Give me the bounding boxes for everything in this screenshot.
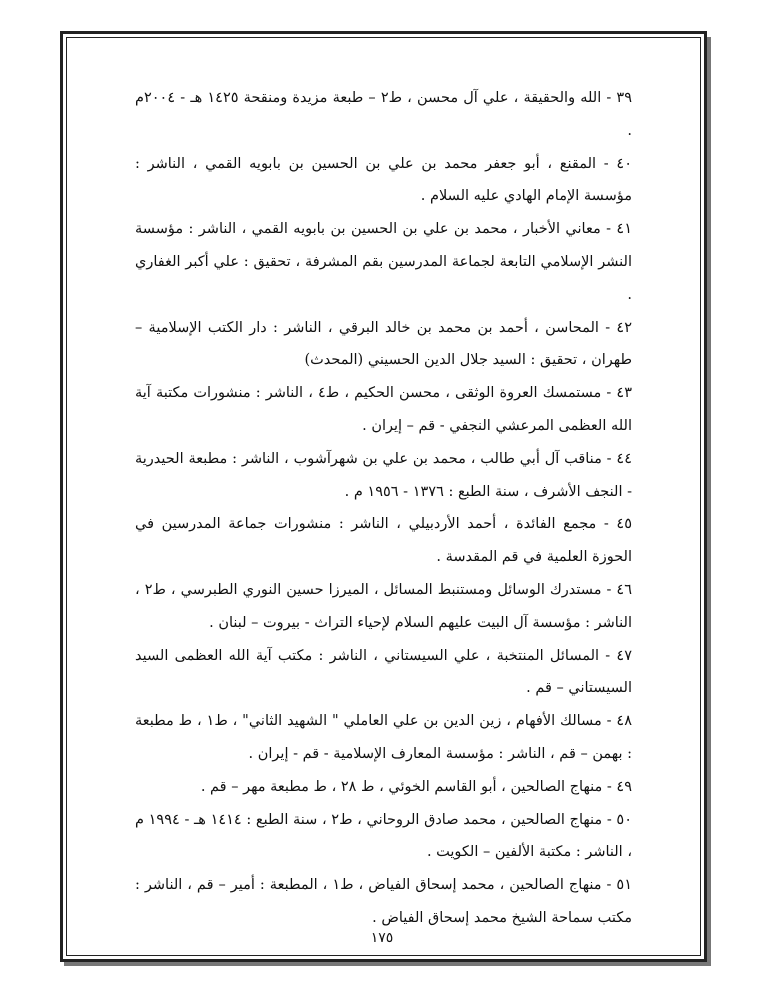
bibliography-entry-41: ٤١ - معاني الأخبار ، محمد بن علي بن الحسين بن بابويه القمي ، الناشر : مؤسسة النشر الإسلامي التابعة لجماعة المدرسين بقم المشرفة ، تحقيق : علي أكبر الغفاري .: [135, 221, 632, 303]
frame-shadow-right: [707, 37, 711, 966]
page-number: ١٧٥: [370, 930, 394, 946]
bibliography-entry-49: ٤٩ - منهاج الصالحين ، أبو القاسم الخوئي ، ط ٢٨ ، ط مطبعة مهر – قم .: [200, 778, 632, 795]
bibliography-entry-46: ٤٦ - مستدرك الوسائل ومستنبط المسائل ، الميرزا حسين النوري الطبرسي ، ط٢ ، الناشر : مؤسسة آل البيت عليهم السلام لإحياء التراث - بيروت – لبنان .: [135, 581, 632, 631]
bibliography-entry-39: ٣٩ - الله والحقيقة ، علي آل محسن ، ط٢ – طبعة مزيدة ومنقحة ١٤٢٥ هـ - ٢٠٠٤م .: [135, 90, 632, 139]
bibliography-entry-47: ٤٧ - المسائل المنتخبة ، علي السيستاني ، الناشر : مكتب آية الله العظمى السيد السيستاني – قم .: [135, 647, 632, 697]
bibliography-entry-42: ٤٢ - المحاسن ، أحمد بن محمد بن خالد البرقي ، الناشر : دار الكتب الإسلامية – طهران ، تحقيق : السيد جلال الدين الحسيني (المحدث): [135, 319, 632, 369]
bibliography-entry-43: ٤٣ - مستمسك العروة الوثقى ، محسن الحكيم ، ط٤ ، الناشر : منشورات مكتبة آية الله العظمى المرعشي النجفي - قم – إيران .: [135, 385, 632, 434]
bibliography-entry-51: ٥١ - منهاج الصالحين ، محمد إسحاق الفياض ، ط١ ، المطبعة : أمير – قم ، الناشر : مكتب سماحة الشيخ محمد إسحاق الفياض .: [135, 877, 632, 926]
bibliography-entry-50: ٥٠ - منهاج الصالحين ، محمد صادق الروحاني ، ط٢ ، سنة الطبع : ١٤١٤ هـ - ١٩٩٤ م ، الناشر : مكتبة الألفين – الكويت .: [135, 811, 632, 861]
bibliography-entry-48: ٤٨ - مسالك الأفهام ، زين الدين بن علي العاملي " الشهيد الثاني" ، ط١ ، ط مطبعة : بهمن – قم ، الناشر : مؤسسة المعارف الإسلامية - قم - إيران .: [135, 713, 632, 762]
bibliography-entry-40: ٤٠ - المقنع ، أبو جعفر محمد بن علي بن الحسين بن بابويه القمي ، الناشر : مؤسسة الإمام الهادي عليه السلام .: [135, 155, 632, 205]
frame-shadow-bottom: [64, 962, 711, 966]
bibliography-entry-45: ٤٥ - مجمع الفائدة ، أحمد الأردبيلي ، الناشر : منشورات جماعة المدرسين في الحوزة العلمية في قم المقدسة .: [135, 516, 632, 566]
bibliography-list: [135, 82, 632, 935]
bibliography-entry-44: ٤٤ - مناقب آل أبي طالب ، محمد بن علي بن شهرآشوب ، الناشر : مطبعة الحيدرية - النجف الأشرف ، سنة الطبع : ١٣٧٦ - ١٩٥٦ م .: [135, 450, 632, 500]
